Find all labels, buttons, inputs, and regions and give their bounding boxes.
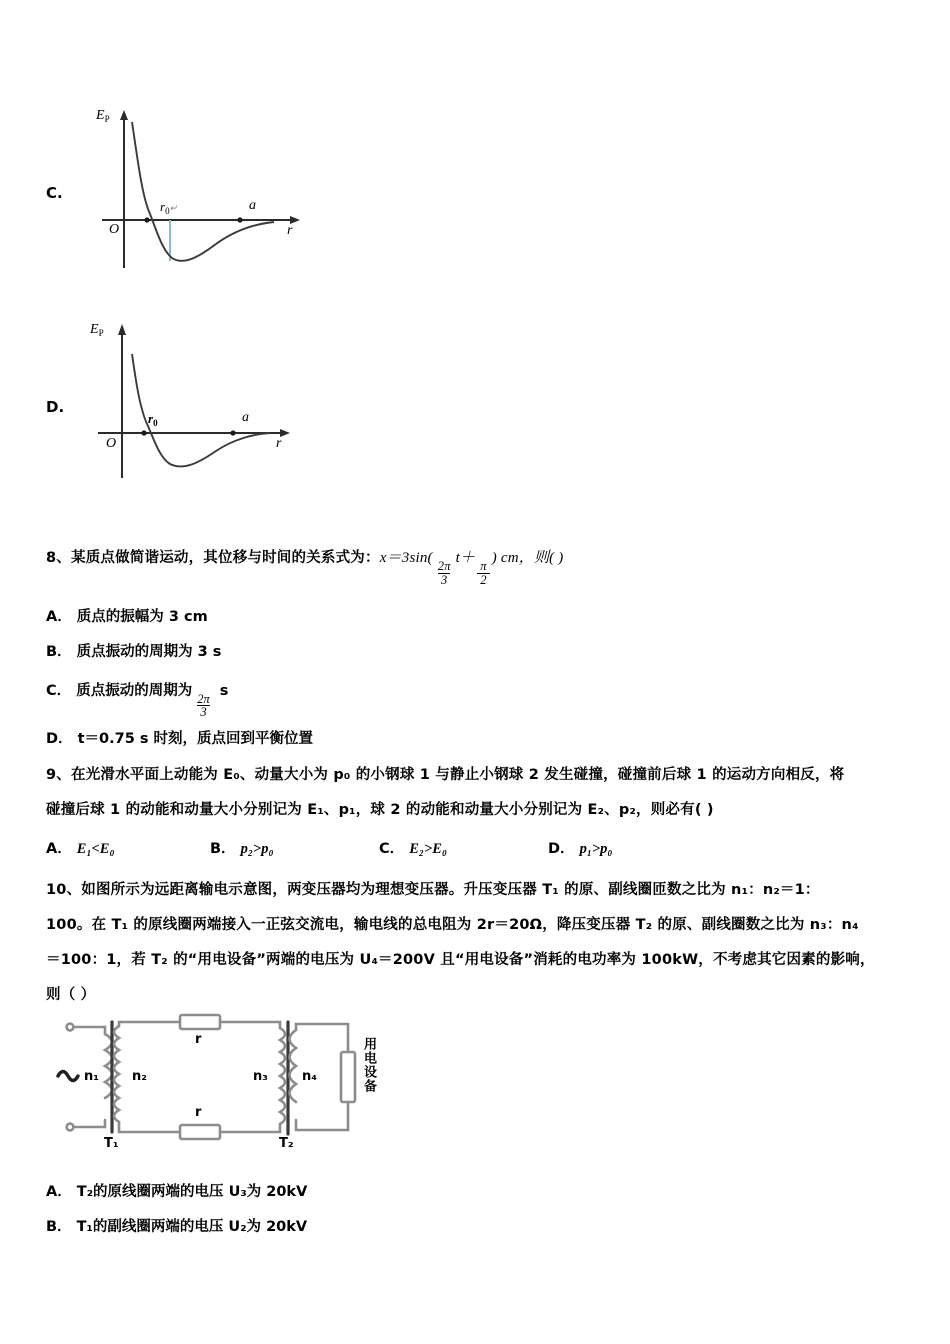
q9-option-a-label: A． bbox=[46, 841, 72, 857]
question-9-line-2: 碰撞后球 1 的动能和动量大小分别记为 E₁、p₁，球 2 的动能和动量大小分别记为 E₂、p₂，则必有( ) bbox=[46, 802, 714, 818]
q10-option-b-text: T₁的副线圈两端的电压 U₂为 20kV bbox=[76, 1219, 308, 1235]
x-intercept-dot-d bbox=[141, 430, 146, 435]
q9-option-c-text: E₂>E₀ bbox=[409, 841, 447, 857]
question-8-stem-text: 8、某质点做简谐运动，其位移与时间的关系式为： bbox=[46, 550, 380, 566]
q9-option-d-label: D． bbox=[548, 841, 575, 857]
lead-n2-bottom bbox=[119, 1122, 180, 1132]
y-axis-arrow-d bbox=[118, 324, 126, 335]
point-a-label-d: a bbox=[242, 410, 249, 425]
question-10-line-2: 100。在 T₁ 的原线圈两端接入一正弦交流电，输电线的总电阻为 2r＝20Ω，降压变压器 T₂ 的原、副线圈数之比为 n₃：n₄ bbox=[46, 917, 859, 933]
option-c-fraction bbox=[194, 693, 213, 719]
question-10-option-b[interactable] bbox=[46, 1210, 307, 1244]
q9-option-d-text: p₁>p₀ bbox=[579, 841, 613, 857]
lead-r-top-to-n3 bbox=[220, 1022, 280, 1028]
y-axis-arrow-c bbox=[120, 110, 128, 120]
transformer-label-t1: T₁ bbox=[104, 1136, 119, 1151]
question-10-line-1: 10、如图所示为远距离输电示意图，两变压器均为理想变压器。升压变压器 T₁ 的原、副线圈匝数之比为 n₁：n₂＝1： bbox=[46, 882, 820, 898]
formula-fraction-1 bbox=[435, 560, 454, 586]
potential-energy-graph-d bbox=[70, 310, 320, 495]
formula-fraction-2 bbox=[477, 560, 489, 586]
resistor-r-top bbox=[180, 1015, 220, 1029]
question-9-option-a[interactable] bbox=[46, 832, 206, 866]
formula-frac2-numerator: π bbox=[480, 559, 487, 574]
r0-label-sub-d: 0 bbox=[153, 418, 158, 428]
point-a-dot-d bbox=[230, 430, 235, 435]
transmission-circuit-diagram bbox=[48, 1012, 388, 1162]
question-9-option-c[interactable] bbox=[379, 832, 544, 866]
q9-option-b-text: p₂>p₀ bbox=[240, 841, 274, 857]
coil-n2 bbox=[114, 1026, 119, 1122]
question-8-option-d[interactable] bbox=[46, 722, 313, 756]
option-c-text-before: 质点振动的周期为 bbox=[76, 683, 193, 699]
option-b-label: B． bbox=[46, 644, 72, 660]
question-9-option-b[interactable] bbox=[210, 832, 375, 866]
lead-bottom-left bbox=[74, 1120, 105, 1127]
lead-n2-top bbox=[119, 1022, 180, 1026]
coil-label-n3: n₃ bbox=[253, 1069, 268, 1084]
circuit-svg bbox=[48, 1012, 388, 1162]
graph-c-svg bbox=[88, 100, 338, 285]
y-axis-label-c bbox=[96, 108, 110, 124]
lead-n4-bottom bbox=[296, 1120, 348, 1130]
load-resistor bbox=[341, 1052, 355, 1102]
lead-n4-top bbox=[296, 1024, 348, 1030]
origin-label-c: O bbox=[109, 222, 120, 237]
r0-label-main-d: r bbox=[148, 411, 154, 426]
y-axis-label-sub-d: P bbox=[98, 328, 104, 338]
option-d-text: t＝0.75 s 时刻，质点回到平衡位置 bbox=[77, 731, 314, 747]
q9-option-a-text: E₁<E₀ bbox=[76, 841, 115, 857]
y-axis-label-d bbox=[90, 322, 104, 338]
option-c-frac-numerator: 2π bbox=[197, 691, 210, 706]
r0-label-d bbox=[148, 411, 158, 427]
option-c-label: C． bbox=[46, 683, 72, 699]
question-9-options-row bbox=[46, 832, 746, 866]
coil-n4 bbox=[290, 1030, 297, 1102]
potential-energy-graph-c bbox=[88, 100, 338, 285]
graph-option-letter-c: C. bbox=[46, 184, 63, 202]
option-c-text-after: s bbox=[219, 683, 229, 699]
option-a-label: A． bbox=[46, 609, 72, 625]
r0-label-mark-c: ↵ bbox=[169, 203, 178, 213]
q9-option-b-label: B． bbox=[210, 841, 236, 857]
option-a-text: 质点的振幅为 3 cm bbox=[76, 609, 208, 625]
coil-label-n4: n₄ bbox=[302, 1069, 317, 1084]
option-b-text: 质点振动的周期为 3 s bbox=[76, 644, 222, 660]
lead-top-left bbox=[74, 1027, 105, 1034]
formula-lead: x＝3sin( bbox=[379, 550, 433, 566]
question-9-line-1: 9、在光滑水平面上动能为 E₀、动量大小为 p₀ 的小钢球 1 与静止小钢球 2 发生碰撞，碰撞前后球 1 的运动方向相反，将 bbox=[46, 767, 845, 783]
point-a-dot-c bbox=[237, 217, 242, 222]
option-d-label: D． bbox=[46, 731, 73, 747]
terminal-top-left bbox=[67, 1024, 74, 1031]
y-axis-label-main-c: E bbox=[96, 108, 105, 123]
x-axis-label-c: r bbox=[287, 223, 293, 238]
question-10-line-3: ＝100：1，若 T₂ 的“用电设备”两端的电压为 U₄＝200V 且“用电设备”消耗的电功率为 100kW，不考虑其它因素的影响， bbox=[46, 952, 875, 968]
q10-option-a-text: T₂的原线圈两端的电压 U₃为 20kV bbox=[76, 1184, 308, 1200]
question-9-option-d[interactable] bbox=[548, 832, 612, 866]
ac-source-icon bbox=[58, 1072, 78, 1081]
load-label: 用电设备 bbox=[361, 1037, 376, 1093]
transformer-label-t2: T₂ bbox=[279, 1136, 294, 1151]
resistor-label-r-top: r bbox=[195, 1032, 202, 1047]
question-8-stem bbox=[46, 540, 906, 586]
question-8-option-c[interactable] bbox=[46, 674, 228, 719]
y-axis-label-sub-c: P bbox=[104, 114, 110, 124]
coil-n3 bbox=[280, 1028, 285, 1124]
option-c-frac-denominator: 3 bbox=[197, 705, 209, 719]
y-axis-label-main-d: E bbox=[90, 322, 99, 337]
graph-option-letter-d: D. bbox=[46, 398, 65, 416]
q10-option-b-label: B． bbox=[46, 1219, 72, 1235]
formula-frac1-numerator: 2π bbox=[437, 559, 451, 574]
coil-label-n2: n₂ bbox=[132, 1069, 147, 1084]
potential-curve-c bbox=[132, 122, 274, 261]
formula-tail: ) cm，则( ) bbox=[491, 550, 564, 566]
origin-label-d: O bbox=[106, 436, 117, 451]
resistor-label-r-bottom: r bbox=[195, 1105, 202, 1120]
x-intercept-dot-c bbox=[144, 217, 149, 222]
question-10-line-4: 则（ ） bbox=[46, 987, 96, 1003]
terminal-bottom-left bbox=[67, 1124, 74, 1131]
point-a-label-c: a bbox=[249, 198, 256, 213]
q10-option-a-label: A． bbox=[46, 1184, 72, 1200]
x-axis-label-d: r bbox=[276, 436, 282, 451]
question-10-option-a[interactable] bbox=[46, 1175, 307, 1209]
question-8-option-b[interactable] bbox=[46, 635, 221, 669]
lead-r-bottom-to-n3 bbox=[220, 1124, 280, 1132]
graph-d-svg bbox=[70, 310, 320, 495]
r0-label-main-c: r bbox=[160, 199, 166, 214]
r0-label-sub-c: 0 bbox=[165, 206, 170, 216]
resistor-r-bottom bbox=[180, 1125, 220, 1139]
formula-mid: t＋ bbox=[455, 550, 476, 566]
coil-label-n1: n₁ bbox=[84, 1069, 99, 1084]
x-axis-arrow-d bbox=[280, 429, 290, 437]
formula-frac1-denominator: 3 bbox=[438, 573, 450, 587]
question-8-option-a[interactable] bbox=[46, 600, 208, 634]
q9-option-c-label: C． bbox=[379, 841, 405, 857]
r0-label-c bbox=[160, 199, 177, 215]
formula-frac2-denominator: 2 bbox=[477, 573, 489, 587]
